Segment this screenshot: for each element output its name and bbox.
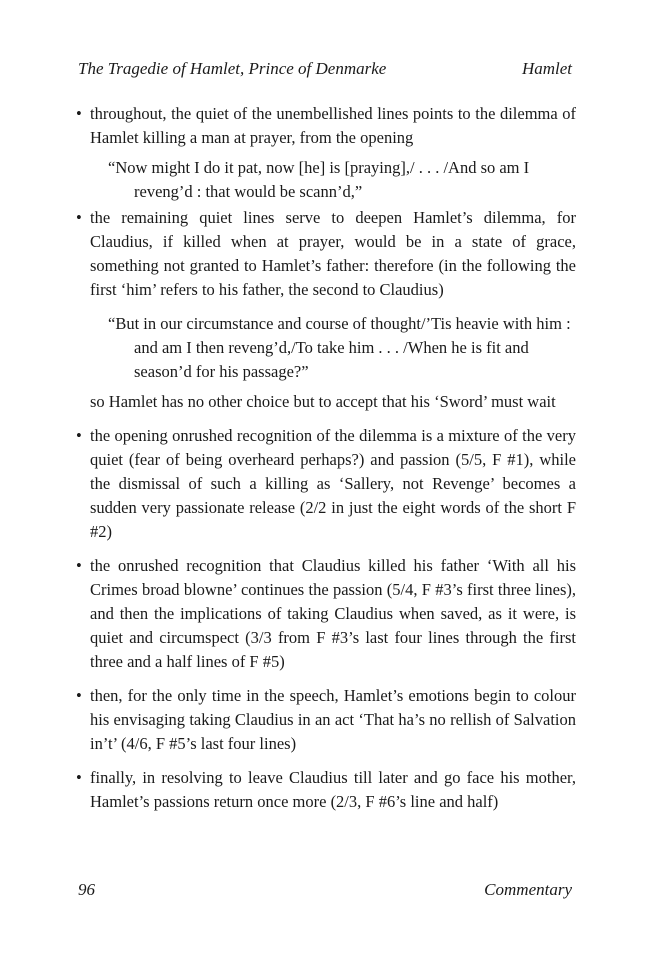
footer-section-title: Commentary: [484, 880, 572, 899]
quotation-2: “But in our circumstance and course of thought/’Tis heavie with him : and am I then reveng’d,/To take him . . . /When he is fit and season’d for his passage?”: [108, 314, 571, 381]
bullet-text: throughout, the quiet of the unembellished lines points to the dilemma of Hamlet killing a man at prayer, from the opening: [90, 104, 576, 147]
page-number: 96: [78, 880, 95, 899]
continuation-text: so Hamlet has no other choice but to accept that his ‘Sword’ must wait: [90, 392, 556, 411]
bullet-item-4: [76, 554, 576, 674]
quotation-1: “Now might I do it pat, now [he] is [praying],/ . . . /And so am I reveng’d : that would be scann’d,”: [108, 158, 530, 201]
bullet-text: the onrushed recognition that Claudius killed his father ‘With all his Crimes broad blowne’ continues the passion (5/4, F #3’s first three lines), and then the implications of taking Claudius when saved, as it were, is quiet and circumspect (3/3 from F #3’s last four lines through the first three and a half lines of F #5): [90, 556, 576, 671]
header-book-title: The Tragedie of Hamlet, Prince of Denmarke: [78, 59, 387, 78]
bullet-marker: •: [76, 686, 82, 705]
bullet-marker: •: [76, 768, 82, 787]
bullet-text: then, for the only time in the speech, Hamlet’s emotions begin to colour his envisaging taking Claudius in an act ‘That ha’s no rellish of Salvation in’t’ (4/6, F #5’s last four lines): [90, 686, 576, 753]
bullet-item-3: [76, 424, 576, 544]
bullet-text: the opening onrushed recognition of the dilemma is a mixture of the very quiet (fear of being overheard perhaps?) and passion (5/5, F #1), while the dismissal of such a killing as ‘Sallery, not Revenge’ becomes a sudden very passionate release (2/2 in just the eight words of the short F #2): [90, 426, 576, 541]
header-play-title: Hamlet: [521, 59, 572, 78]
commentary-body: [76, 102, 576, 824]
bullet-item-5: [76, 684, 576, 756]
bullet-item-6: [76, 766, 576, 814]
bullet-marker: •: [76, 104, 82, 123]
running-footer: [78, 878, 572, 902]
bullet-text: the remaining quiet lines serve to deepen Hamlet’s dilemma, for Claudius, if killed when at prayer, would be in a state of grace, something not granted to Hamlet’s father: therefore (in the following the first ‘him’ refers to his father, the second to Claudius): [90, 208, 576, 299]
bullet-marker: •: [76, 556, 82, 575]
bullet-marker: •: [76, 208, 82, 227]
bullet-text: finally, in resolving to leave Claudius till later and go face his mother, Hamlet’s passions return once more (2/3, F #6’s line and half): [90, 768, 576, 811]
bullet-item-1: [76, 102, 576, 150]
bullet-item-2: [76, 206, 576, 302]
running-header: [78, 57, 572, 81]
bullet-marker: •: [76, 426, 82, 445]
